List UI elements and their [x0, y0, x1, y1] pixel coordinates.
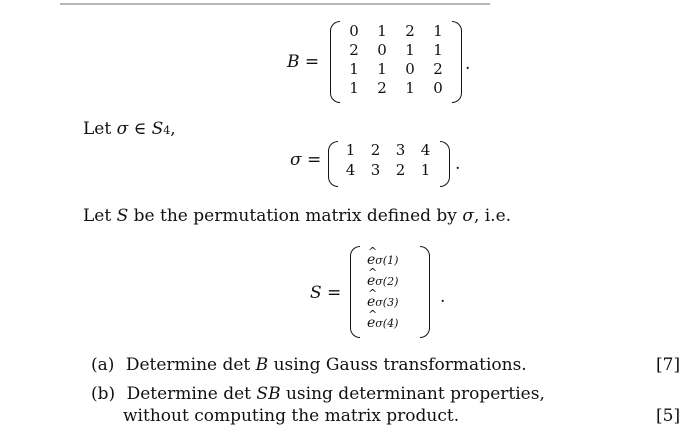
sigma-bottom-cell: 4	[345, 161, 356, 179]
matrix-b-cell: 0	[349, 22, 359, 40]
matrix-s-left-paren	[350, 246, 360, 338]
cropped-top-line	[60, 0, 490, 5]
unit-vector-subscript: σ(4)	[375, 317, 399, 330]
symmetric-group-subscript: 4	[163, 124, 171, 137]
s-variable: S	[116, 206, 129, 226]
let-sigma-line	[83, 119, 176, 139]
sigma-entries	[338, 141, 450, 179]
sigma-top-cell: 1	[345, 141, 356, 159]
matrix-b-cell: 1	[349, 79, 359, 97]
matrix-b-cell: 1	[349, 60, 359, 78]
let-s-part-b: be the permutation matrix defined by	[128, 206, 463, 226]
let-word: Let	[83, 119, 112, 139]
question-b-variable: SB	[256, 384, 281, 404]
matrix-b-entries	[340, 22, 452, 97]
matrix-b-cell: 0	[405, 60, 415, 78]
matrix-b-right-paren	[452, 21, 462, 103]
unit-vector-subscript: σ(3)	[375, 296, 399, 309]
sigma-right-paren	[440, 141, 450, 187]
matrix-b-cell: 2	[349, 41, 359, 59]
sigma-bottom-cell: 3	[370, 161, 381, 179]
question-a-text-start: Determine det	[125, 355, 256, 375]
question-a-variable: B	[255, 355, 269, 375]
matrix-b-label: B =	[287, 52, 320, 72]
matrix-b-cell: 1	[405, 79, 415, 97]
question-a-marks: [7]	[656, 355, 681, 375]
matrix-b-cell: 1	[405, 41, 415, 59]
question-b	[91, 384, 545, 404]
let-s-sentence	[83, 206, 511, 226]
matrix-b-left-paren	[330, 21, 340, 103]
matrix-b-cell: 0	[433, 79, 443, 97]
matrix-s-label: S =	[310, 283, 342, 303]
unit-vector-symbol: ^ e	[367, 313, 375, 334]
sigma-period: .	[455, 154, 461, 174]
unit-vector-symbol: ^ e	[367, 292, 375, 313]
symmetric-group-symbol: S	[151, 119, 164, 139]
question-a	[91, 355, 527, 375]
unit-vector-symbol: ^ e	[367, 271, 375, 292]
matrix-s-period: .	[440, 287, 446, 307]
let-s-part-c: , i.e.	[473, 206, 512, 226]
question-a-tag: (a)	[91, 355, 115, 375]
sigma-top-cell: 3	[395, 141, 406, 159]
question-b-line2: without computing the matrix product.	[123, 406, 460, 426]
matrix-b-cell: 1	[377, 60, 387, 78]
question-b-text-start: Determine det	[126, 384, 257, 404]
sigma-in-sentence: σ	[462, 206, 474, 226]
matrix-b-cell: 2	[405, 22, 415, 40]
sigma-label: σ =	[290, 150, 322, 170]
matrix-b-period: .	[465, 54, 471, 74]
question-b-marks: [5]	[656, 406, 681, 426]
element-of-symbol: ∈	[133, 119, 147, 139]
sigma-bottom-cell: 2	[395, 161, 406, 179]
question-b-tag: (b)	[91, 384, 116, 404]
matrix-s-right-paren	[420, 246, 430, 338]
matrix-b-cell: 2	[377, 79, 387, 97]
matrix-b-cell: 1	[433, 22, 443, 40]
let-sigma-comma: ,	[170, 119, 176, 139]
question-b-text-end: using determinant properties,	[280, 384, 545, 404]
sigma-bottom-cell: 1	[420, 161, 431, 179]
matrix-b-cell: 2	[433, 60, 443, 78]
sigma-left-paren	[328, 141, 338, 187]
question-a-text-end: using Gauss transformations.	[268, 355, 527, 375]
sigma-symbol: σ	[116, 119, 129, 139]
sigma-top-cell: 2	[370, 141, 381, 159]
unit-vector-symbol: ^ e	[367, 250, 375, 271]
sigma-top-cell: 4	[420, 141, 431, 159]
let-s-part-a: Let	[83, 206, 117, 226]
unit-vector-subscript: σ(1)	[375, 254, 399, 267]
matrix-b-cell: 1	[377, 22, 387, 40]
matrix-b-cell: 0	[377, 41, 387, 59]
unit-vector-subscript: σ(2)	[375, 275, 399, 288]
matrix-b-cell: 1	[433, 41, 443, 59]
